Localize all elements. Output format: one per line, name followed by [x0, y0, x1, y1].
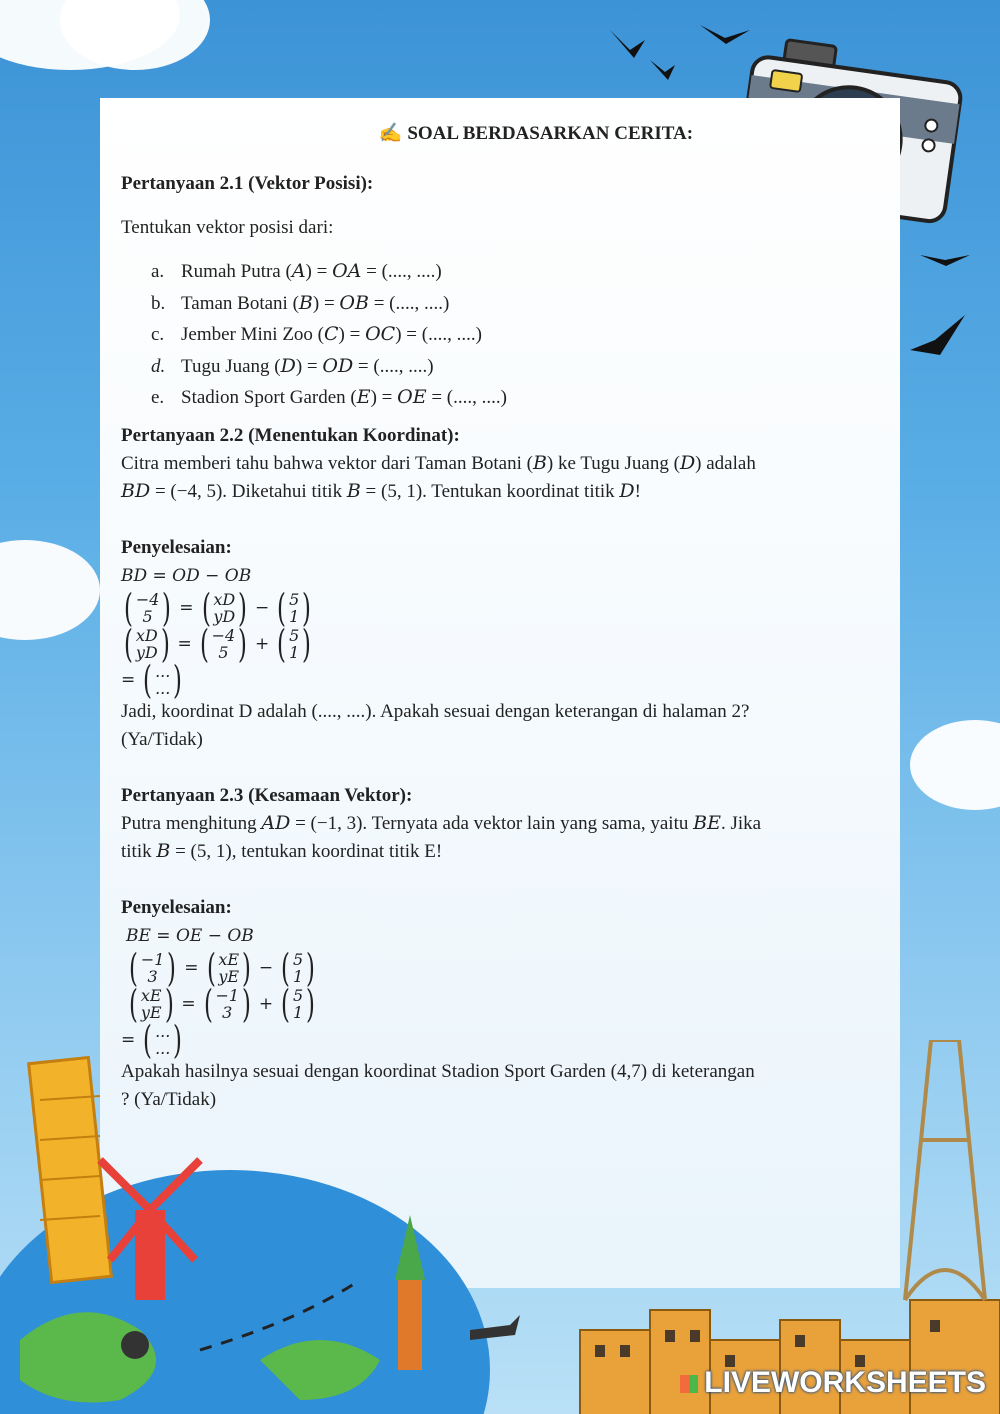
- question-2-1-intro: Tentukan vektor posisi dari:: [121, 217, 334, 238]
- watermark-logo: LIVEWORKSHEETS: [680, 1366, 986, 1400]
- list-item-text: Rumah Putra (𝐴) = 𝑂𝐴 = (...., ....): [181, 261, 442, 282]
- list-item: e. Stadion Sport Garden (𝐸) = 𝑂𝐸 = (...., ....): [151, 387, 507, 408]
- answer-blank-vector[interactable]: = ( ... ... ): [121, 657, 183, 702]
- question-2-3-text: Putra menghitung 𝐴𝐷 = (−1, 3). Ternyata ada vektor lain yang sama, yaitu 𝐵𝐸. Jika: [121, 812, 762, 834]
- logo-icon: [680, 1375, 698, 1393]
- question-2-3-text: titik 𝐵 = (5, 1), tentukan koordinat titik E!: [121, 840, 443, 862]
- vector-equation: 𝐵𝐷 = 𝑂𝐷 − 𝑂𝐵: [121, 565, 252, 586]
- list-item: a. Rumah Putra (𝐴) = 𝑂𝐴 = (...., ....): [151, 261, 442, 282]
- question-2-2-text: 𝐵𝐷 = (−4, 5). Diketahui titik 𝐵 = (5, 1). Tentukan koordinat titik 𝐷!: [121, 480, 641, 502]
- vector-equation: 𝐵𝐸 = 𝑂𝐸 − 𝑂𝐵: [126, 925, 254, 946]
- vector-equation-row: ( −1 3 ) = ( xE yE ) − ( 5 1 ): [128, 945, 316, 990]
- solution-label: Penyelesaian:: [121, 896, 232, 918]
- page-title: ✍️ SOAL BERDASARKAN CERITA:: [378, 123, 694, 144]
- question-2-2-heading: Pertanyaan 2.2 (Menentukan Koordinat):: [121, 424, 460, 446]
- answer-blank-vector[interactable]: = ( ... ... ): [121, 1017, 183, 1062]
- list-item-text: Jember Mini Zoo (𝐶) = 𝑂𝐶) = (...., ....): [181, 324, 482, 345]
- list-item-text: Taman Botani (𝐵) = 𝑂𝐵 = (...., ....): [181, 292, 450, 314]
- vector-equation-row: ( xD yD ) = ( −4 5 ) + ( 5 1 ): [123, 621, 312, 666]
- list-item-text: Stadion Sport Garden (𝐸) = 𝑂𝐸 = (...., ....): [181, 387, 507, 408]
- list-item: b. Taman Botani (𝐵) = 𝑂𝐵 = (...., ....): [151, 292, 450, 314]
- worksheet-content: [121, 120, 881, 1114]
- list-item-text: Tugu Juang (𝐷) = 𝑂𝐷 = (...., ....): [181, 355, 434, 377]
- question-2-3-heading: Pertanyaan 2.3 (Kesamaan Vektor):: [121, 784, 413, 806]
- solution-label: Penyelesaian:: [121, 536, 232, 558]
- list-item: c. Jember Mini Zoo (𝐶) = 𝑂𝐶) = (...., ....): [151, 324, 482, 345]
- vector-equation-row: ( xE yE ) = ( −1 3 ) + ( 5 1 ): [128, 981, 316, 1026]
- conclusion-text: (Ya/Tidak): [121, 728, 203, 750]
- conclusion-text: ? (Ya/Tidak): [121, 1088, 217, 1110]
- list-item: d. Tugu Juang (𝐷) = 𝑂𝐷 = (...., ....): [151, 355, 434, 377]
- vector-equation-row: ( −4 5 ) = ( xD yD ) − ( 5 1 ): [123, 585, 312, 630]
- conclusion-text: Apakah hasilnya sesuai dengan koordinat Stadion Sport Garden (4,7) di keterangan: [121, 1060, 755, 1082]
- question-2-2-text: Citra memberi tahu bahwa vektor dari Taman Botani (𝐵) ke Tugu Juang (𝐷) adalah: [121, 452, 756, 474]
- question-2-1-heading: Pertanyaan 2.1 (Vektor Posisi):: [121, 173, 374, 194]
- conclusion-text: Jadi, koordinat D adalah (...., ....). Apakah sesuai dengan keterangan di halaman 2?: [121, 700, 750, 722]
- position-vector-list: [121, 256, 881, 414]
